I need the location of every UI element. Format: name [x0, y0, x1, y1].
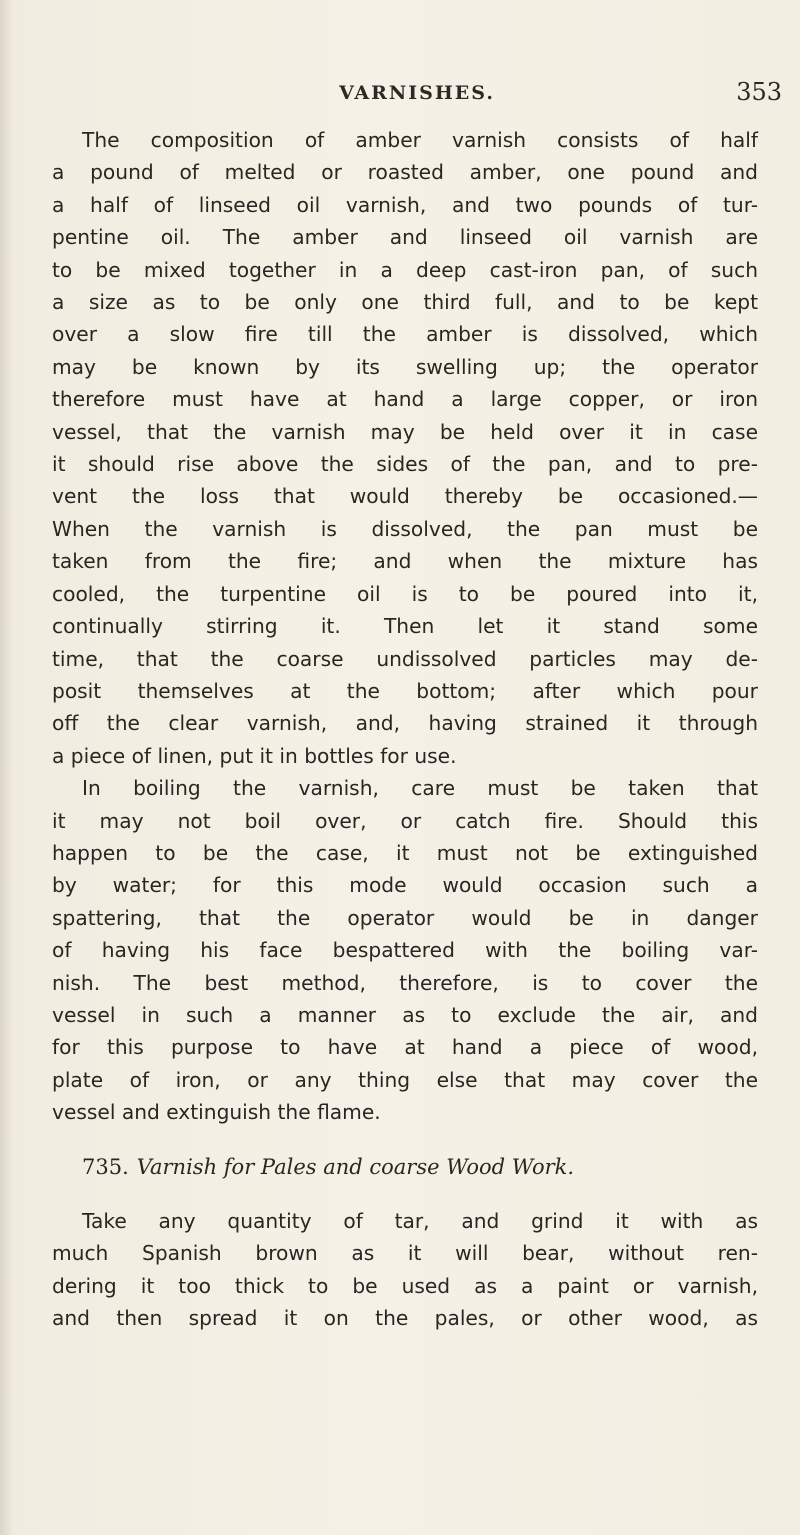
text-line: it should rise above the sides of the pan, and to pre- — [52, 452, 758, 477]
section-title: Varnish for Pales and coarse Wood Work. — [136, 1154, 575, 1179]
text-line: to be mixed together in a deep cast-iron pan, of such — [52, 257, 758, 282]
text-line: taken from the fire; and when the mixture has — [52, 549, 758, 574]
page-number: 353 — [736, 78, 782, 106]
running-head — [52, 78, 782, 116]
section-heading — [52, 1151, 758, 1183]
text-line: therefore must have at hand a large copper, or iron — [52, 387, 758, 412]
text-line: by water; for this mode would occasion such a — [52, 873, 758, 898]
text-line: vessel, that the varnish may be held over it in case — [52, 419, 758, 444]
text-line: for this purpose to have at hand a piece of wood, — [52, 1035, 758, 1060]
text-line: a half of linseed oil varnish, and two pounds of tur- — [52, 192, 758, 217]
text-line: plate of iron, or any thing else that may cover the — [52, 1067, 758, 1092]
gutter-shadow — [0, 0, 14, 1535]
text-line: of having his face bespattered with the boiling var- — [52, 938, 758, 963]
text-line: vessel and extinguish the flame. — [52, 1100, 381, 1125]
text-line: vent the loss that would thereby be occasioned.— — [52, 484, 758, 509]
text-line: spattering, that the operator would be in danger — [52, 905, 758, 930]
section-number: 735. — [82, 1154, 129, 1179]
body-text — [52, 124, 758, 1335]
text-line: a pound of melted or roasted amber, one pound and — [52, 160, 758, 185]
text-line: Take any quantity of tar, and grind it with as — [82, 1209, 758, 1233]
text-line: a piece of linen, put it in bottles for use. — [52, 743, 457, 768]
text-line: vessel in such a manner as to exclude the air, and — [52, 1002, 758, 1027]
text-line: When the varnish is dissolved, the pan must be — [52, 516, 758, 541]
text-line: over a slow fire till the amber is dissolved, which — [52, 322, 758, 347]
text-line: nish. The best method, therefore, is to cover the — [52, 970, 758, 995]
text-line: cooled, the turpentine oil is to be poured into it, — [52, 581, 758, 606]
text-line: happen to be the case, it must not be extinguished — [52, 840, 758, 865]
text-line: posit themselves at the bottom; after which pour — [52, 678, 758, 703]
text-line: dering it too thick to be used as a paint or varnish, — [52, 1273, 758, 1298]
text-line: much Spanish brown as it will bear, without ren- — [52, 1241, 758, 1266]
running-title: VARNISHES. — [339, 82, 495, 104]
text-line: may be known by its swelling up; the operator — [52, 354, 758, 379]
text-line: and then spread it on the pales, or other wood, as — [52, 1306, 758, 1331]
text-line: a size as to be only one third full, and to be kept — [52, 290, 758, 315]
text-line: continually stirring it. Then let it stand some — [52, 614, 758, 639]
text-line: off the clear varnish, and, having strained it through — [52, 711, 758, 736]
text-line: The composition of amber varnish consists of half — [82, 128, 758, 152]
text-line: In boiling the varnish, care must be taken that — [82, 776, 758, 801]
text-line: time, that the coarse undissolved particles may de- — [52, 646, 758, 671]
text-line: pentine oil. The amber and linseed oil varnish are — [52, 225, 758, 250]
text-line: it may not boil over, or catch fire. Should this — [52, 808, 758, 833]
